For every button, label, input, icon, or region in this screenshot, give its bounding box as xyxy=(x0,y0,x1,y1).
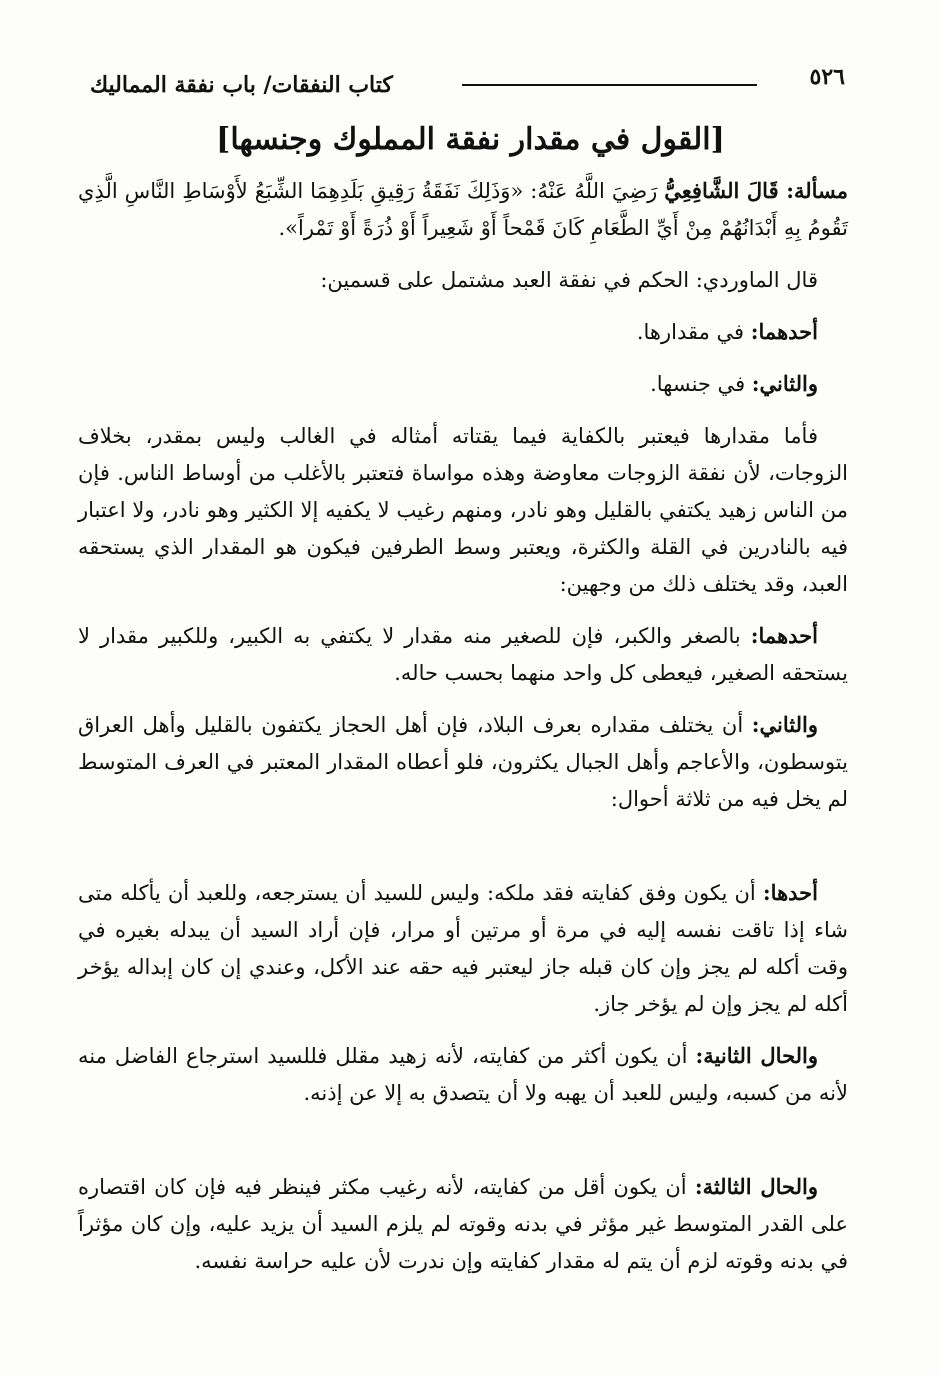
paragraph-second-part xyxy=(78,365,848,403)
paragraph-lead: والحال الثانية: xyxy=(695,1043,818,1068)
paragraph-first-part xyxy=(78,313,848,351)
page-header xyxy=(90,62,845,102)
paragraph-case-two xyxy=(78,1037,848,1112)
paragraph-masala xyxy=(78,172,848,247)
paragraph-case-three xyxy=(78,1168,848,1280)
page-number: ٥٢٦ xyxy=(809,64,845,90)
paragraph-text: في جنسها. xyxy=(650,372,752,396)
paragraph-lead: مسألة: قَالَ الشَّافِعِيُّ xyxy=(664,178,849,203)
paragraph-lead: والثاني: xyxy=(751,712,818,737)
paragraph-custom xyxy=(78,706,848,818)
paragraph-text: فأما مقدارها فيعتبر بالكفاية فيما يقتاته أمثاله في الغالب وليس بمقدر، بخلاف الزوجات، لأن نفقة الزوجات معاوضة وهذه مواساة فتعتبر بالأغلب من أوساط الناس. فإن من الناس زهيد يكتفي بالقليل وهو نادر، ومنهم رغيب لا يكفيه إلا الكثير وهو نادر، ولا اعتبار فيه بالنادرين في القلة والكثرة، ويعتبر وسط الطرفين فيكون هو المقدار الذي يستحقه العبد، وقد يختلف ذلك من وجهين: xyxy=(78,424,848,596)
paragraph-text: في مقدارها. xyxy=(636,320,751,344)
paragraph-case-one xyxy=(78,874,848,1023)
paragraph-lead: أحدها: xyxy=(762,880,818,905)
paragraph-text: أن يكون وفق كفايته فقد ملكه: وليس للسيد أن يسترجعه، وللعبد أن يأكله متى شاء إذا تاقت نفسه إليه في مرة أو مرتين أو مرار، فإن أراد السيد أن يبدله بغيره في وقت أكله لم يجز وإن كان قبله جاز ليعتبر فيه حقه عند الأكل، وعندي إن كان إبداله يؤخر أكله لم يجز وإن لم يؤخر جاز. xyxy=(78,881,848,1016)
header-rule xyxy=(462,84,757,86)
paragraph-text: أن يكون أكثر من كفايته، لأنه زهيد مقلل فللسيد استرجاع الفاضل منه لأنه من كسبه، وليس للعبد أن يهبه ولا أن يتصدق به إلا عن إذنه. xyxy=(78,1044,848,1105)
page-body xyxy=(78,172,848,1294)
section-title: [القول في مقدار نفقة المملوك وجنسها] xyxy=(216,122,725,157)
paragraph-text: بالصغر والكبر، فإن للصغير منه مقدار لا يكتفي به الكبير، وللكبير مقدار لا يستحقه الصغير، فيعطى كل واحد منهما بحسب حاله. xyxy=(78,624,848,685)
paragraph-lead: أحدهما: xyxy=(750,623,818,648)
paragraph-text: أن يختلف مقداره بعرف البلاد، فإن أهل الحجاز يكتفون بالقليل وأهل العراق يتوسطون، والأعاجم وأهل الجبال يكثرون، فلو أعطاه المقدار المعتبر في العرف المتوسط لم يخل فيه من ثلاثة أحوال: xyxy=(78,713,848,811)
paragraph-mawardi xyxy=(78,261,848,299)
paragraph-age xyxy=(78,617,848,692)
paragraph-amount xyxy=(78,417,848,603)
paragraph-text: أن يكون أقل من كفايته، لأنه رغيب مكثر فينظر فيه فإن كان اقتصاره على القدر المتوسط غير مؤثر في بدنه وقوته لم يلزم السيد أن يزيد عليه، وإن كان مؤثراً في بدنه وقوته لزم أن يتم له مقدار كفايته وإن ندرت لأن عليه حراسة نفسه. xyxy=(78,1175,848,1273)
paragraph-lead: أحدهما: xyxy=(750,319,818,344)
paragraph-text: قال الماوردي: الحكم في نفقة العبد مشتمل على قسمين: xyxy=(320,268,818,292)
running-title: كتاب النفقات/ باب نفقة المماليك xyxy=(90,72,393,98)
paragraph-text: رَضِيَ اللَّهُ عَنْهُ: «وَذَلِكَ نَفَقَةُ رَقِيقِ بَلَدِهِمَا الشِّبَعُ لأَوْسَاطِ النَّاسِ الَّذِي تَقُومُ بِهِ أَبْدَانُهُمْ مِنْ أَيِّ الطَّعَامِ كَانَ قَمْحاً أَوْ شَعِيراً أَوْ ذُرَةً أَوْ تَمْراً». xyxy=(78,179,848,240)
paragraph-lead: والثاني: xyxy=(751,371,818,396)
paragraph-lead: والحال الثالثة: xyxy=(694,1174,818,1199)
